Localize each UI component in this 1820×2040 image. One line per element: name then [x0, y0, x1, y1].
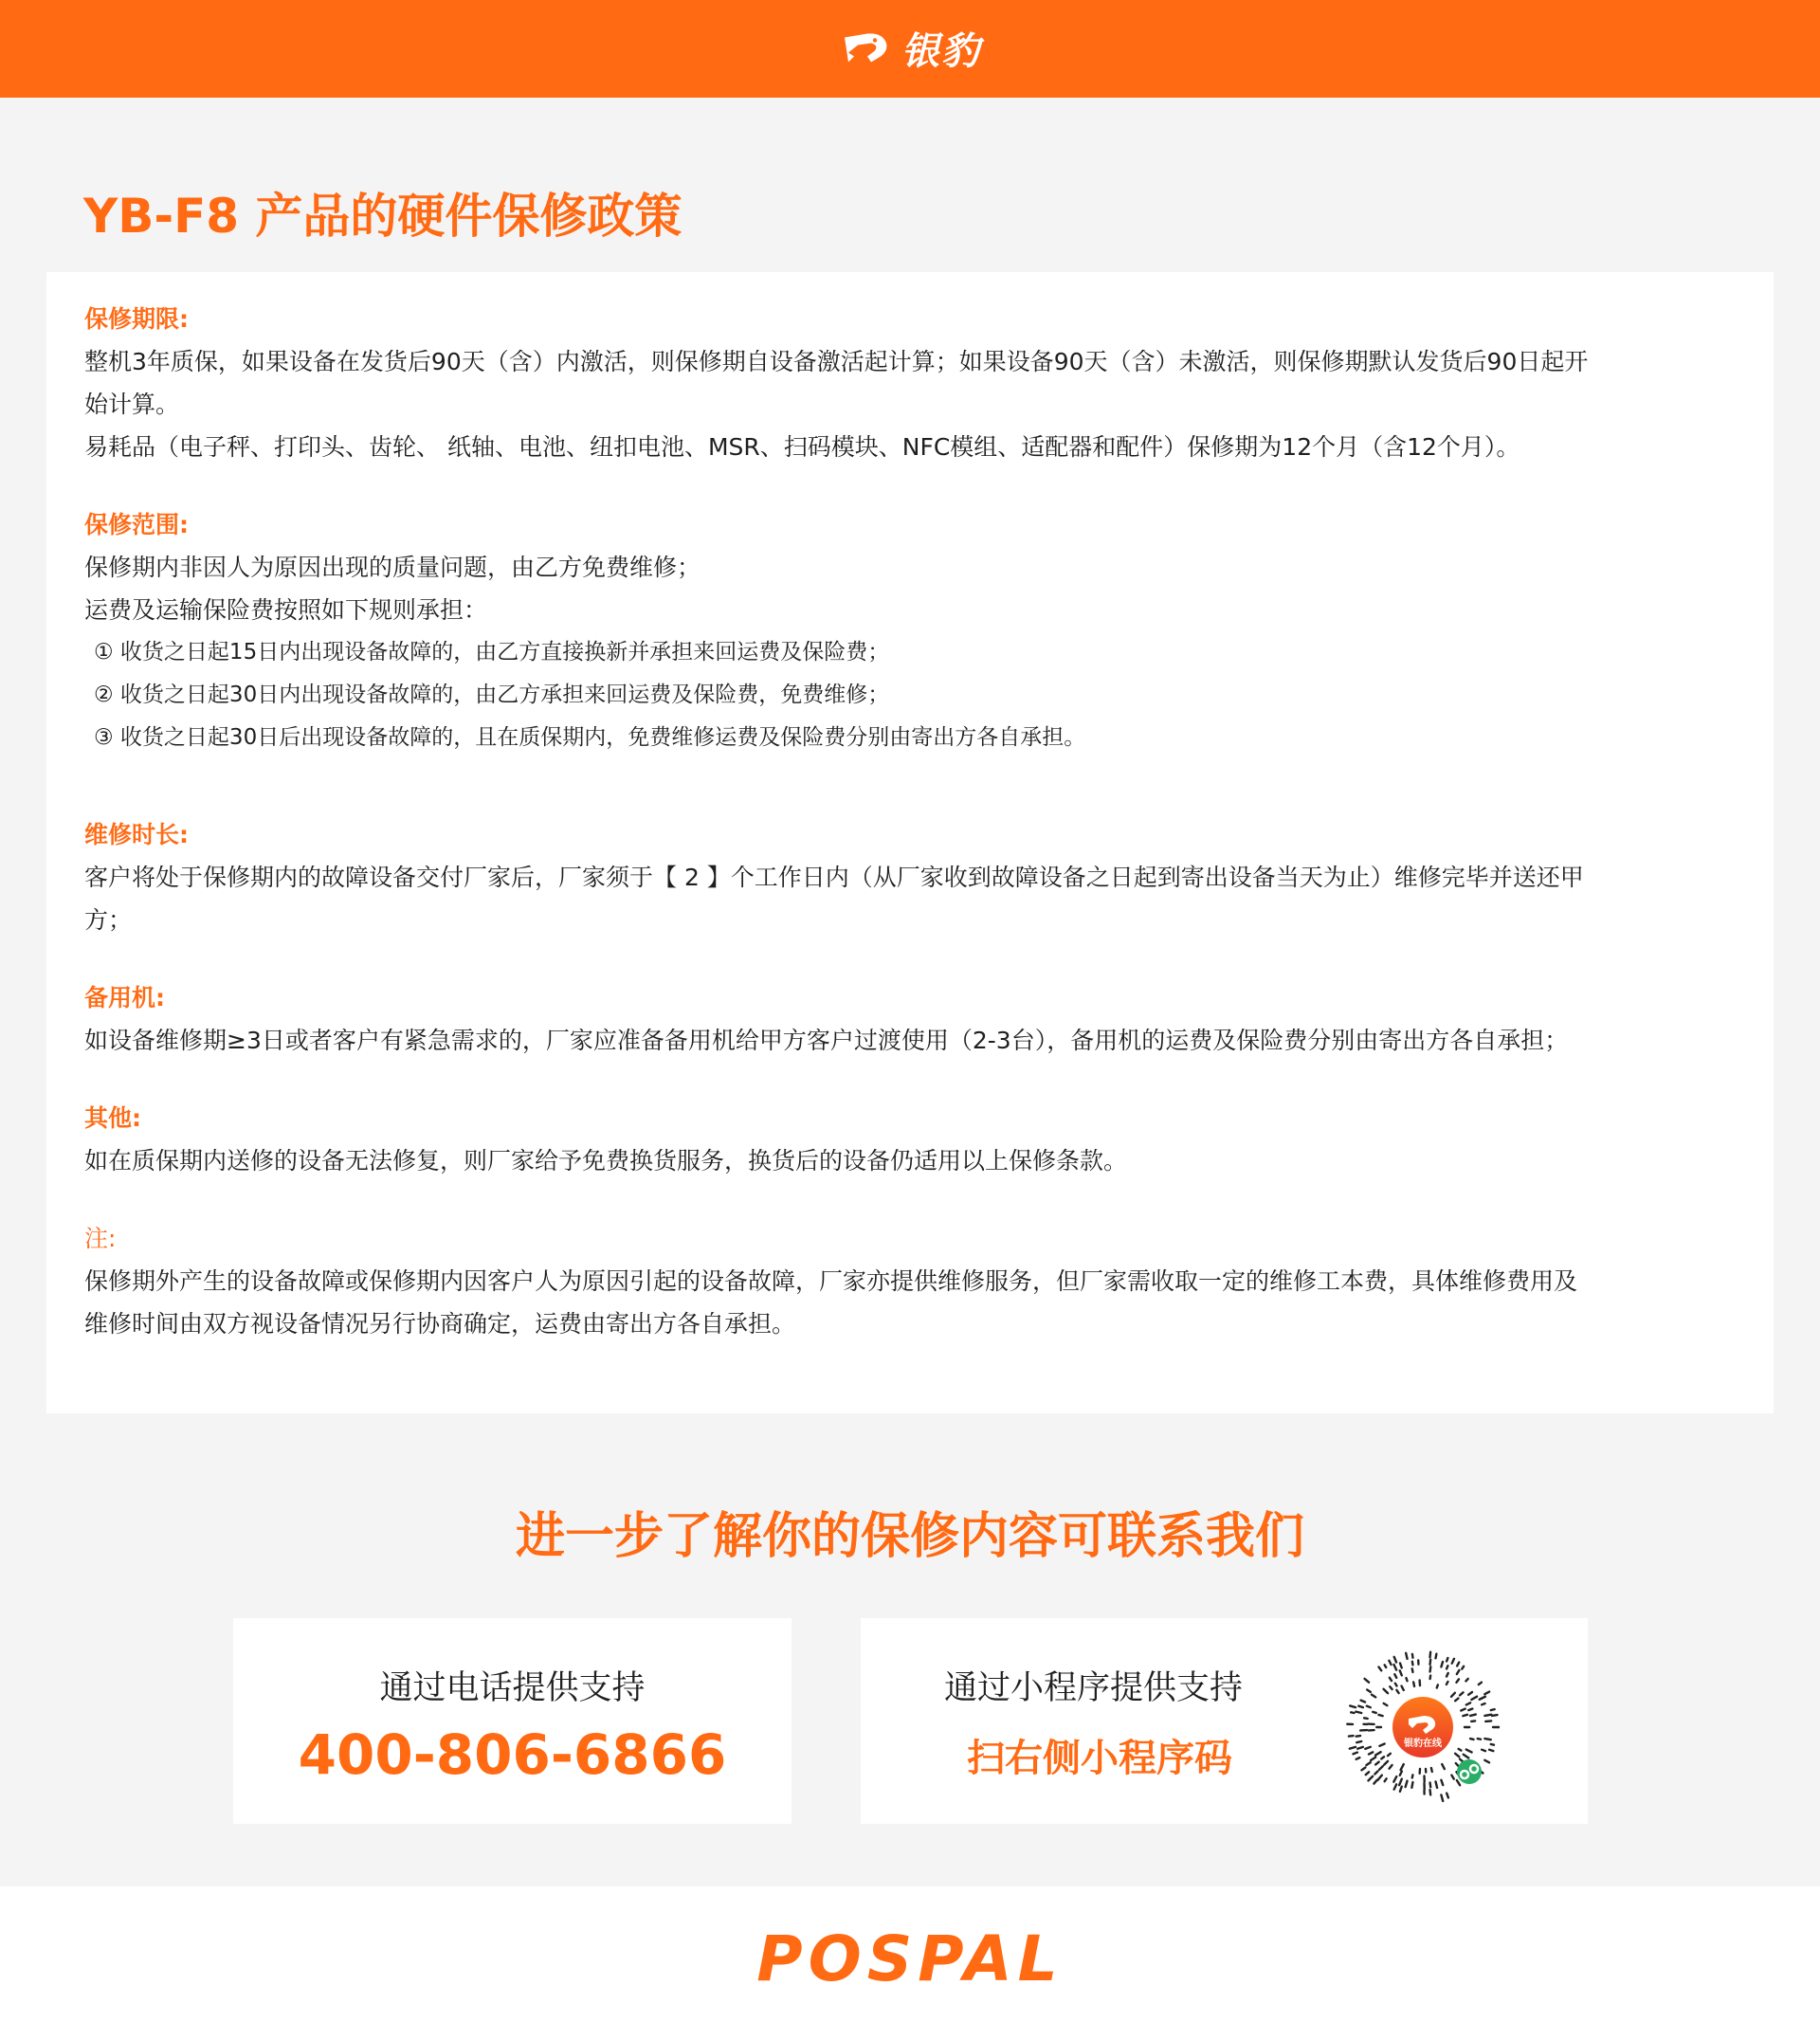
- footer: [0, 1886, 1820, 2040]
- brand-logo: [839, 22, 981, 76]
- pospal-logo: POSPAL: [756, 1922, 1064, 1995]
- shipping-rule-item: ① 收货之日起15日内出现设备故障的，由乙方直接换新并承担来回运费及保险费；: [94, 640, 890, 665]
- policy-text: 维修时间由双方视设备情况另行协商确定，运费由寄出方各自承担。: [84, 1310, 796, 1338]
- scan-code-hint: 扫右侧小程序码: [967, 1737, 1232, 1780]
- mini-program-support-card: [861, 1618, 1588, 1824]
- repair-duration-section: [84, 814, 1736, 941]
- shipping-rule-item: ③ 收货之日起30日后出现设备故障的，且在质保期内，免费维修运费及保险费分别由寄出方各自承担。: [94, 725, 1086, 750]
- policy-text: 保修期内非因人为原因出现的质量问题，由乙方免费维修；: [84, 554, 701, 581]
- section-heading: 保修范围:: [84, 511, 189, 538]
- section-heading: 保修期限:: [84, 305, 189, 333]
- qr-center-label: 银豹在线: [1404, 1739, 1442, 1749]
- phone-support-card: [233, 1618, 792, 1824]
- other-section: [84, 1098, 1736, 1182]
- shipping-rule-item: ② 收货之日起30日内出现设备故障的，由乙方承担来回运费及保险费，免费维修；: [94, 683, 890, 707]
- warranty-scope-section: [84, 504, 1736, 759]
- policy-text: 整机3年质保，如果设备在发货后90天（含）内激活，则保修期自设备激活起计算；如果设备90天（含）未激活，则保修期默认发货后90日起开: [84, 348, 1589, 375]
- mini-program-code-icon[interactable]: [1346, 1650, 1500, 1804]
- note-section: [84, 1218, 1736, 1345]
- section-heading: 注:: [84, 1225, 117, 1252]
- policy-text: 客户将处于保修期内的故障设备交付厂家后，厂家须于【 2 】个工作日内（从厂家收到故障设备之日起到寄出设备当天为止）维修完毕并送还甲: [84, 864, 1584, 891]
- policy-panel: [46, 272, 1774, 1413]
- warranty-period-section: [84, 299, 1736, 468]
- leopard-head-icon: [839, 29, 890, 67]
- phone-support-label: 通过电话提供支持: [379, 1669, 646, 1707]
- policy-text: 如在质保期内送修的设备无法修复，则厂家给予免费换货服务，换货后的设备仍适用以上保修条款。: [84, 1147, 1128, 1175]
- brand-name: 银豹: [901, 29, 981, 74]
- section-heading: 其他:: [84, 1104, 141, 1132]
- mini-program-support-label: 通过小程序提供支持: [944, 1669, 1244, 1707]
- policy-text: 易耗品（电子秤、打印头、齿轮、 纸轴、电池、纽扣电池、MSR、扫码模块、NFC模组、适配器和配件）保修期为12个月（含12个月）。: [84, 433, 1520, 461]
- page-title: YB-F8 产品的硬件保修政策: [83, 189, 682, 244]
- support-phone-number[interactable]: 400-806-6866: [298, 1722, 727, 1787]
- contact-heading: 进一步了解你的保修内容可联系我们: [515, 1508, 1304, 1565]
- policy-text: 始计算。: [84, 391, 180, 418]
- section-heading: 备用机:: [84, 984, 165, 1011]
- policy-text: 方；: [84, 906, 133, 934]
- policy-text: 运费及运输保险费按照如下规则承担：: [84, 596, 488, 624]
- top-banner: [0, 0, 1820, 98]
- section-heading: 维修时长:: [84, 821, 189, 848]
- policy-text: 如设备维修期≥3日或者客户有紧急需求的，厂家应准备备用机给甲方客户过渡使用（2-3台），备用机的运费及保险费分别由寄出方各自承担；: [84, 1027, 1569, 1054]
- policy-text: 保修期外产生的设备故障或保修期内因客户人为原因引起的设备故障，厂家亦提供维修服务，但厂家需收取一定的维修工本费，具体维修费用及: [84, 1267, 1578, 1295]
- backup-device-section: [84, 977, 1736, 1062]
